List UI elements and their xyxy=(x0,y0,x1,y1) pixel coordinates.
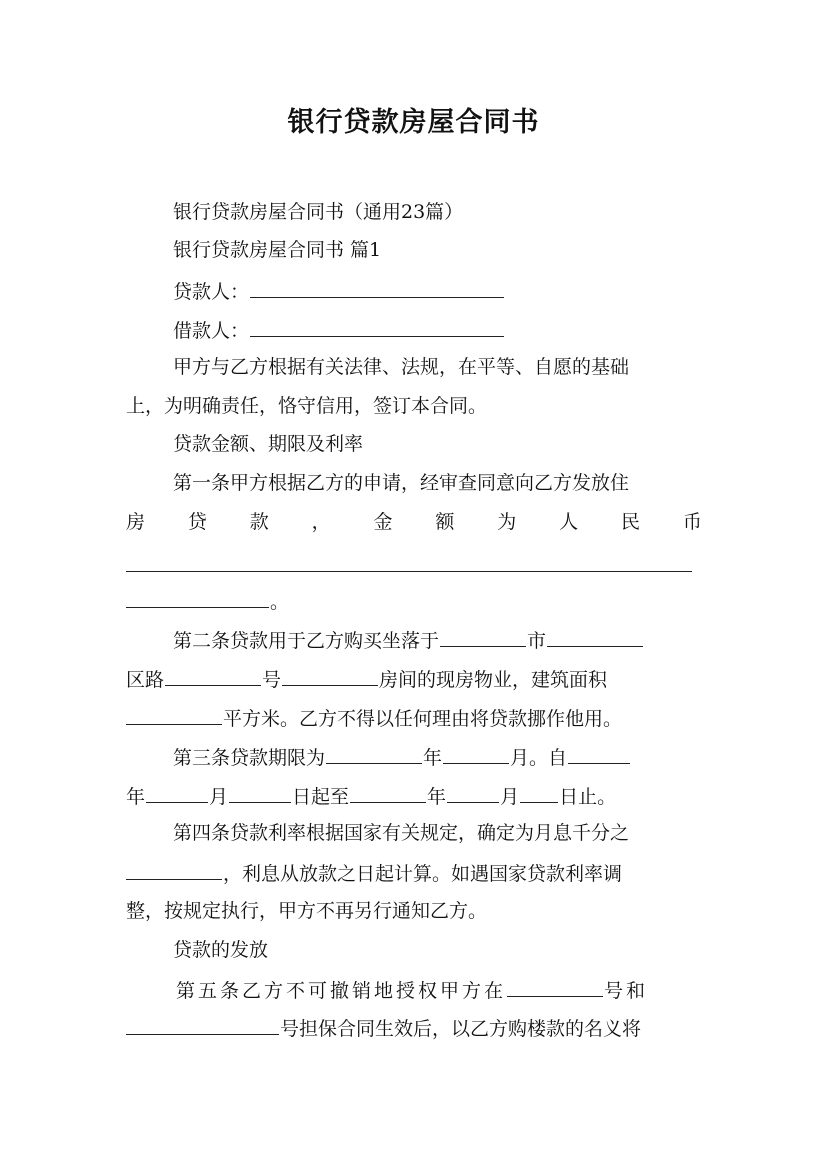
article-2-line-2 xyxy=(126,665,702,693)
blank xyxy=(443,743,509,764)
char: 币 xyxy=(682,511,702,533)
text: 第三条贷款期限为 xyxy=(173,747,326,769)
text: 日起至 xyxy=(292,786,350,808)
char: 款 xyxy=(249,511,269,533)
char: 额 xyxy=(435,511,455,533)
blank xyxy=(282,665,378,686)
text: 第二条贷款用于乙方购买坐落于 xyxy=(173,630,440,652)
article-4-line: 第四条贷款利率根据国家有关规定，确定为月息千分之 xyxy=(173,822,630,844)
section-heading: 银行贷款房屋合同书 篇1 xyxy=(173,239,382,261)
blank xyxy=(350,782,426,803)
blank xyxy=(568,743,630,764)
char: ， xyxy=(311,511,331,533)
article-3-line-2 xyxy=(126,782,702,810)
text: 房间的现房物业，建筑面积 xyxy=(379,669,608,691)
lender-line xyxy=(173,277,702,305)
document-title: 银行贷款房屋合同书 xyxy=(287,107,540,138)
borrower-blank xyxy=(250,316,504,337)
text: 市 xyxy=(527,630,547,652)
text: 年 xyxy=(427,786,447,808)
char: 金 xyxy=(373,511,393,533)
amount-blank-end xyxy=(126,587,269,608)
text: 号担保合同生效后，以乙方购楼款的名义将 xyxy=(280,1018,642,1040)
char: 贷 xyxy=(187,511,207,533)
text: 平方米。乙方不得以任何理由将贷款挪作他用。 xyxy=(223,708,623,730)
text: 第五条乙方不可撤销地授权甲方在 xyxy=(176,980,507,1002)
article-2-line xyxy=(173,626,702,654)
text: 年 xyxy=(126,786,146,808)
section-heading: 贷款金额、期限及利率 xyxy=(173,433,364,455)
article-5-line-2 xyxy=(126,1014,702,1042)
char: 人 xyxy=(559,511,579,533)
article-2-line-3 xyxy=(126,704,702,732)
paragraph-line: 甲方与乙方根据有关法律、法规，在平等、自愿的基础 xyxy=(173,356,630,378)
article-3-line xyxy=(173,743,702,771)
text: 号和 xyxy=(604,980,649,1002)
text: 月 xyxy=(209,786,229,808)
text: ，利息从放款之日起计算。如遇国家贷款利率调 xyxy=(223,863,623,885)
char: 为 xyxy=(497,511,517,533)
blank xyxy=(326,743,422,764)
article-5-line xyxy=(176,976,702,1004)
article-4-line-2 xyxy=(126,859,702,887)
section-heading: 贷款的发放 xyxy=(173,939,269,961)
blank xyxy=(126,1014,279,1035)
blank xyxy=(126,704,222,725)
blank xyxy=(146,782,208,803)
text: 号 xyxy=(262,669,282,691)
blank xyxy=(520,782,558,803)
text: 月 xyxy=(500,786,520,808)
text: 月。自 xyxy=(510,747,568,769)
amount-blank xyxy=(126,549,692,572)
article-1-line: 第一条甲方根据乙方的申请，经审查同意向乙方发放住 xyxy=(173,472,630,494)
lender-blank xyxy=(250,277,504,298)
paragraph-line: 上，为明确责任，恪守信用，签订本合同。 xyxy=(126,395,488,417)
text: 年 xyxy=(423,747,443,769)
amount-blank-line-2 xyxy=(126,587,702,615)
blank xyxy=(229,782,291,803)
borrower-line xyxy=(173,316,702,344)
article-1-justified-line xyxy=(126,509,702,537)
borrower-label: 借款人： xyxy=(173,320,250,342)
amount-blank-line xyxy=(126,549,692,577)
blank xyxy=(547,626,643,647)
blank xyxy=(440,626,526,647)
char: 民 xyxy=(621,511,641,533)
lender-label: 贷款人： xyxy=(173,281,250,303)
subtitle-line: 银行贷款房屋合同书（通用23篇） xyxy=(173,201,464,223)
blank xyxy=(447,782,499,803)
text: 日止。 xyxy=(559,786,617,808)
blank xyxy=(507,976,603,997)
period: 。 xyxy=(270,591,290,613)
blank xyxy=(165,665,261,686)
text: 区路 xyxy=(126,669,165,691)
char: 房 xyxy=(126,511,146,533)
blank xyxy=(126,859,222,880)
article-4-line-3: 整，按规定执行，甲方不再另行通知乙方。 xyxy=(126,900,488,922)
